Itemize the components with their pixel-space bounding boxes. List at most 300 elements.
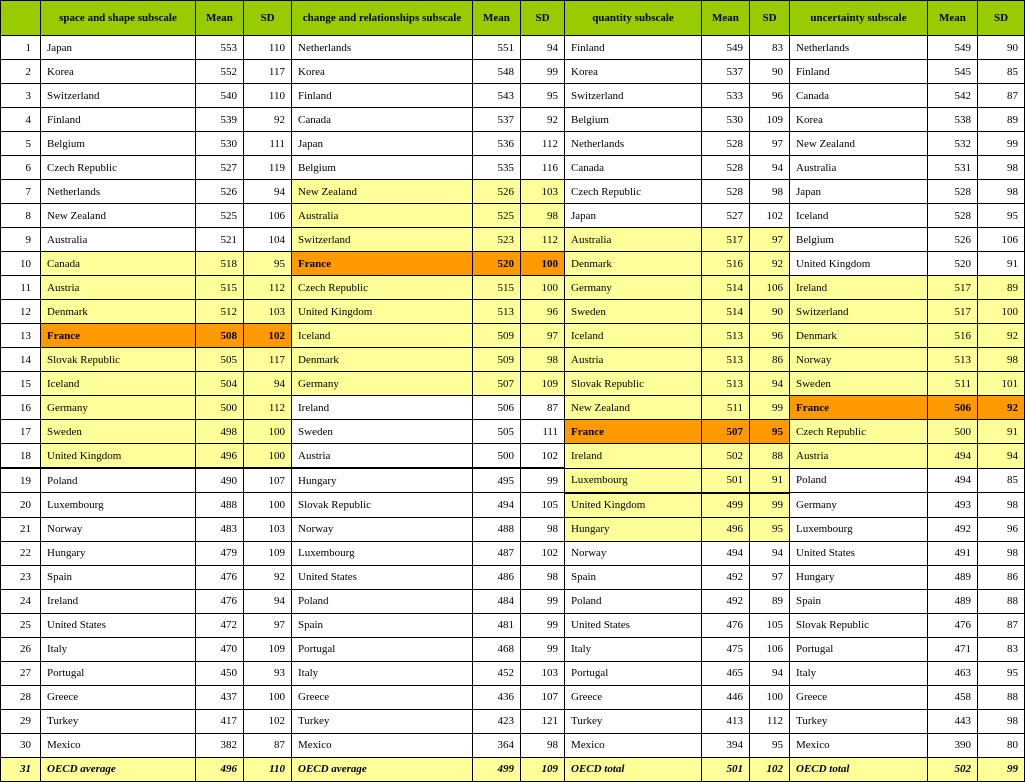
mean-cell: 501	[702, 468, 750, 493]
country-cell: Slovak Republic	[790, 613, 928, 637]
sd-cell: 94	[244, 180, 292, 204]
country-cell: Hungary	[790, 565, 928, 589]
sd-cell: 99	[521, 637, 565, 661]
sd-cell: 88	[978, 685, 1025, 709]
sd-cell: 83	[750, 36, 790, 60]
mean-cell: 517	[702, 228, 750, 252]
sd-cell: 95	[750, 517, 790, 541]
mean-cell: 549	[928, 36, 978, 60]
country-cell: United States	[790, 541, 928, 565]
mean-cell: 436	[473, 685, 521, 709]
country-cell: Netherlands	[565, 132, 702, 156]
mean-cell: 494	[702, 541, 750, 565]
mean-cell: 528	[928, 180, 978, 204]
sd-cell: 95	[244, 252, 292, 276]
sd-cell: 94	[978, 444, 1025, 469]
table-row	[1, 372, 1025, 396]
country-cell: Switzerland	[41, 84, 196, 108]
mean-cell: 463	[928, 661, 978, 685]
country-cell: Greece	[565, 685, 702, 709]
mean-cell: 382	[196, 733, 244, 757]
mean-cell: 489	[928, 589, 978, 613]
rank-cell: 15	[1, 372, 41, 396]
mean-cell: 495	[473, 468, 521, 493]
sd-cell: 100	[521, 276, 565, 300]
country-cell: Hungary	[41, 541, 196, 565]
sd-cell: 103	[244, 300, 292, 324]
sd-cell: 103	[244, 517, 292, 541]
country-cell: Netherlands	[41, 180, 196, 204]
country-cell: Slovak Republic	[292, 493, 473, 518]
mean-cell: 521	[196, 228, 244, 252]
rank-cell: 23	[1, 565, 41, 589]
sd-cell: 86	[978, 565, 1025, 589]
rank-cell: 31	[1, 757, 41, 781]
sd-cell: 105	[521, 493, 565, 518]
country-cell: Korea	[41, 60, 196, 84]
mean-cell: 394	[702, 733, 750, 757]
country-cell: Italy	[41, 637, 196, 661]
country-cell: Czech Republic	[565, 180, 702, 204]
sd-cell: 102	[244, 324, 292, 348]
sd-cell: 96	[750, 84, 790, 108]
country-cell: Belgium	[41, 132, 196, 156]
subscale-name-header: quantity subscale	[565, 1, 702, 36]
mean-cell: 452	[473, 661, 521, 685]
mean-cell: 437	[196, 685, 244, 709]
sd-cell: 98	[521, 204, 565, 228]
sd-cell: 95	[750, 733, 790, 757]
mean-cell: 502	[928, 757, 978, 781]
mean-cell: 508	[196, 324, 244, 348]
country-cell: Korea	[790, 108, 928, 132]
mean-cell: 492	[702, 565, 750, 589]
country-cell: Japan	[790, 180, 928, 204]
mean-cell: 515	[196, 276, 244, 300]
sd-header: SD	[521, 1, 565, 36]
mean-cell: 513	[702, 324, 750, 348]
sd-cell: 106	[978, 228, 1025, 252]
mean-cell: 553	[196, 36, 244, 60]
sd-cell: 106	[244, 204, 292, 228]
mean-cell: 506	[473, 396, 521, 420]
table-row	[1, 589, 1025, 613]
country-cell: Finland	[565, 36, 702, 60]
country-cell: Australia	[41, 228, 196, 252]
sd-cell: 109	[750, 108, 790, 132]
mean-cell: 483	[196, 517, 244, 541]
sd-cell: 100	[244, 493, 292, 518]
table-row	[1, 204, 1025, 228]
mean-cell: 494	[473, 493, 521, 518]
sd-cell: 98	[521, 565, 565, 589]
country-cell: Canada	[790, 84, 928, 108]
country-cell: OECD total	[565, 757, 702, 781]
mean-cell: 390	[928, 733, 978, 757]
mean-cell: 488	[473, 517, 521, 541]
country-cell: Spain	[565, 565, 702, 589]
country-cell: Japan	[41, 36, 196, 60]
sd-cell: 99	[521, 589, 565, 613]
sd-cell: 105	[750, 613, 790, 637]
sd-cell: 98	[978, 493, 1025, 518]
country-cell: OECD average	[41, 757, 196, 781]
country-cell: Sweden	[292, 420, 473, 444]
mean-cell: 517	[928, 276, 978, 300]
rank-cell: 5	[1, 132, 41, 156]
mean-cell: 535	[473, 156, 521, 180]
sd-cell: 98	[978, 180, 1025, 204]
table-row	[1, 661, 1025, 685]
mean-cell: 551	[473, 36, 521, 60]
mean-cell: 528	[702, 156, 750, 180]
table-row	[1, 444, 1025, 469]
country-cell: United Kingdom	[565, 493, 702, 518]
mean-cell: 505	[473, 420, 521, 444]
mean-cell: 494	[928, 444, 978, 469]
country-cell: Netherlands	[292, 36, 473, 60]
mean-cell: 539	[196, 108, 244, 132]
sd-cell: 97	[521, 324, 565, 348]
mean-cell: 520	[473, 252, 521, 276]
country-cell: OECD total	[790, 757, 928, 781]
rank-cell: 26	[1, 637, 41, 661]
country-cell: New Zealand	[41, 204, 196, 228]
country-cell: Luxembourg	[41, 493, 196, 518]
sd-cell: 97	[750, 228, 790, 252]
sd-cell: 103	[521, 180, 565, 204]
mean-cell: 471	[928, 637, 978, 661]
sd-cell: 106	[750, 276, 790, 300]
table-body	[1, 36, 1025, 782]
sd-cell: 92	[244, 108, 292, 132]
country-cell: Germany	[790, 493, 928, 518]
rank-cell: 20	[1, 493, 41, 518]
mean-cell: 491	[928, 541, 978, 565]
table-row	[1, 493, 1025, 518]
rank-cell: 28	[1, 685, 41, 709]
country-cell: Poland	[565, 589, 702, 613]
sd-cell: 100	[244, 685, 292, 709]
mean-cell: 509	[473, 348, 521, 372]
country-cell: Greece	[292, 685, 473, 709]
sd-cell: 103	[521, 661, 565, 685]
mean-cell: 468	[473, 637, 521, 661]
rank-cell: 14	[1, 348, 41, 372]
rank-cell: 10	[1, 252, 41, 276]
sd-cell: 94	[750, 372, 790, 396]
table-row	[1, 180, 1025, 204]
mean-cell: 516	[928, 324, 978, 348]
mean-cell: 513	[928, 348, 978, 372]
table-row	[1, 300, 1025, 324]
rank-cell: 12	[1, 300, 41, 324]
sd-cell: 99	[978, 757, 1025, 781]
table-row	[1, 396, 1025, 420]
table-row	[1, 565, 1025, 589]
country-cell: Japan	[292, 132, 473, 156]
sd-cell: 112	[521, 132, 565, 156]
mean-cell: 476	[702, 613, 750, 637]
sd-cell: 117	[244, 60, 292, 84]
sd-cell: 92	[750, 252, 790, 276]
country-cell: Switzerland	[565, 84, 702, 108]
country-cell: Spain	[790, 589, 928, 613]
sd-cell: 110	[244, 757, 292, 781]
sd-cell: 99	[750, 493, 790, 518]
sd-cell: 87	[244, 733, 292, 757]
sd-cell: 99	[750, 396, 790, 420]
sd-cell: 85	[978, 468, 1025, 493]
country-cell: France	[41, 324, 196, 348]
mean-header: Mean	[473, 1, 521, 36]
country-cell: Mexico	[292, 733, 473, 757]
mean-header: Mean	[702, 1, 750, 36]
mean-cell: 492	[702, 589, 750, 613]
country-cell: Hungary	[565, 517, 702, 541]
mean-cell: 493	[928, 493, 978, 518]
mean-cell: 479	[196, 541, 244, 565]
mean-cell: 549	[702, 36, 750, 60]
sd-cell: 96	[978, 517, 1025, 541]
mean-cell: 489	[928, 565, 978, 589]
country-cell: Austria	[41, 276, 196, 300]
sd-cell: 110	[244, 84, 292, 108]
sd-cell: 90	[750, 60, 790, 84]
country-cell: New Zealand	[565, 396, 702, 420]
sd-cell: 99	[521, 60, 565, 84]
country-cell: Norway	[790, 348, 928, 372]
sd-cell: 94	[521, 36, 565, 60]
country-cell: Belgium	[292, 156, 473, 180]
mean-cell: 484	[473, 589, 521, 613]
mean-header: Mean	[196, 1, 244, 36]
country-cell: United States	[41, 613, 196, 637]
mean-cell: 496	[196, 757, 244, 781]
sd-cell: 106	[750, 637, 790, 661]
country-cell: Ireland	[790, 276, 928, 300]
country-cell: Italy	[790, 661, 928, 685]
table-row	[1, 132, 1025, 156]
sd-cell: 94	[750, 156, 790, 180]
country-cell: New Zealand	[292, 180, 473, 204]
sd-cell: 91	[750, 468, 790, 493]
rank-cell: 17	[1, 420, 41, 444]
mean-cell: 465	[702, 661, 750, 685]
mean-cell: 504	[196, 372, 244, 396]
mean-cell: 490	[196, 468, 244, 493]
mean-cell: 494	[928, 468, 978, 493]
mean-cell: 499	[473, 757, 521, 781]
mean-cell: 458	[928, 685, 978, 709]
country-cell: Spain	[41, 565, 196, 589]
mean-cell: 552	[196, 60, 244, 84]
mean-cell: 530	[702, 108, 750, 132]
oecd-average-row	[1, 757, 1025, 781]
table-row	[1, 468, 1025, 493]
rank-cell: 25	[1, 613, 41, 637]
sd-cell: 98	[978, 709, 1025, 733]
country-cell: Canada	[565, 156, 702, 180]
sd-cell: 98	[978, 156, 1025, 180]
rank-cell: 9	[1, 228, 41, 252]
country-cell: Luxembourg	[790, 517, 928, 541]
mean-cell: 498	[196, 420, 244, 444]
sd-cell: 87	[978, 613, 1025, 637]
country-cell: Belgium	[565, 108, 702, 132]
sd-cell: 96	[521, 300, 565, 324]
table-row	[1, 228, 1025, 252]
country-cell: Czech Republic	[292, 276, 473, 300]
country-cell: Finland	[292, 84, 473, 108]
rank-cell: 7	[1, 180, 41, 204]
sd-cell: 92	[244, 565, 292, 589]
mean-cell: 505	[196, 348, 244, 372]
mean-cell: 531	[928, 156, 978, 180]
table-row	[1, 108, 1025, 132]
mean-cell: 470	[196, 637, 244, 661]
sd-cell: 116	[521, 156, 565, 180]
sd-cell: 102	[521, 541, 565, 565]
subscale-name-header: change and relationships subscale	[292, 1, 473, 36]
sd-cell: 112	[750, 709, 790, 733]
sd-header: SD	[750, 1, 790, 36]
mean-cell: 443	[928, 709, 978, 733]
mean-cell: 507	[473, 372, 521, 396]
mean-cell: 513	[473, 300, 521, 324]
country-cell: Sweden	[565, 300, 702, 324]
country-cell: Czech Republic	[790, 420, 928, 444]
mean-cell: 511	[702, 396, 750, 420]
sd-cell: 102	[244, 709, 292, 733]
mean-cell: 528	[928, 204, 978, 228]
mean-cell: 476	[928, 613, 978, 637]
sd-cell: 89	[978, 276, 1025, 300]
mean-header: Mean	[928, 1, 978, 36]
sd-cell: 99	[521, 613, 565, 637]
country-cell: Denmark	[292, 348, 473, 372]
sd-cell: 94	[750, 541, 790, 565]
country-cell: Austria	[292, 444, 473, 469]
sd-cell: 96	[750, 324, 790, 348]
sd-cell: 89	[978, 108, 1025, 132]
country-cell: Iceland	[565, 324, 702, 348]
country-cell: Hungary	[292, 468, 473, 493]
country-cell: Portugal	[41, 661, 196, 685]
table-row	[1, 252, 1025, 276]
sd-cell: 80	[978, 733, 1025, 757]
table-row	[1, 60, 1025, 84]
sd-cell: 95	[750, 420, 790, 444]
sd-cell: 90	[978, 36, 1025, 60]
mean-cell: 509	[473, 324, 521, 348]
sd-cell: 100	[521, 252, 565, 276]
mean-cell: 472	[196, 613, 244, 637]
mean-cell: 475	[702, 637, 750, 661]
mean-cell: 500	[473, 444, 521, 469]
sd-cell: 117	[244, 348, 292, 372]
table-row	[1, 36, 1025, 60]
subscale-name-header: space and shape subscale	[41, 1, 196, 36]
mean-cell: 476	[196, 565, 244, 589]
mean-cell: 527	[196, 156, 244, 180]
sd-cell: 95	[978, 204, 1025, 228]
mean-cell: 545	[928, 60, 978, 84]
sd-cell: 99	[521, 468, 565, 493]
country-cell: Ireland	[565, 444, 702, 469]
mean-cell: 487	[473, 541, 521, 565]
sd-cell: 86	[750, 348, 790, 372]
sd-cell: 98	[521, 348, 565, 372]
rank-cell: 11	[1, 276, 41, 300]
mean-cell: 364	[473, 733, 521, 757]
country-cell: Norway	[41, 517, 196, 541]
mean-cell: 500	[928, 420, 978, 444]
mean-cell: 528	[702, 132, 750, 156]
mean-cell: 520	[928, 252, 978, 276]
country-cell: Finland	[41, 108, 196, 132]
sd-cell: 91	[978, 252, 1025, 276]
sd-cell: 97	[750, 132, 790, 156]
rank-cell: 1	[1, 36, 41, 60]
mean-cell: 417	[196, 709, 244, 733]
mean-cell: 496	[196, 444, 244, 469]
sd-cell: 109	[521, 757, 565, 781]
country-cell: Austria	[790, 444, 928, 469]
mean-cell: 513	[702, 372, 750, 396]
sd-cell: 100	[750, 685, 790, 709]
country-cell: Slovak Republic	[41, 348, 196, 372]
country-cell: Denmark	[790, 324, 928, 348]
rank-cell: 27	[1, 661, 41, 685]
rank-cell: 18	[1, 444, 41, 469]
country-cell: Czech Republic	[41, 156, 196, 180]
mean-cell: 528	[702, 180, 750, 204]
country-cell: Italy	[292, 661, 473, 685]
mean-cell: 502	[702, 444, 750, 469]
rank-cell: 19	[1, 468, 41, 493]
country-cell: Portugal	[790, 637, 928, 661]
country-cell: Portugal	[292, 637, 473, 661]
mean-cell: 536	[473, 132, 521, 156]
mean-cell: 423	[473, 709, 521, 733]
country-cell: Korea	[292, 60, 473, 84]
sd-cell: 87	[521, 396, 565, 420]
sd-cell: 94	[244, 589, 292, 613]
table-row	[1, 348, 1025, 372]
country-cell: Italy	[565, 637, 702, 661]
mean-cell: 537	[473, 108, 521, 132]
sd-cell: 119	[244, 156, 292, 180]
country-cell: Netherlands	[790, 36, 928, 60]
mean-cell: 526	[928, 228, 978, 252]
country-cell: United Kingdom	[292, 300, 473, 324]
mean-cell: 530	[196, 132, 244, 156]
mean-cell: 516	[702, 252, 750, 276]
country-cell: Turkey	[790, 709, 928, 733]
mean-cell: 542	[928, 84, 978, 108]
country-cell: Turkey	[565, 709, 702, 733]
country-cell: Turkey	[292, 709, 473, 733]
table-row	[1, 517, 1025, 541]
country-cell: Germany	[41, 396, 196, 420]
rank-cell: 2	[1, 60, 41, 84]
sd-cell: 102	[750, 204, 790, 228]
country-cell: Ireland	[292, 396, 473, 420]
mean-cell: 548	[473, 60, 521, 84]
sd-cell: 98	[978, 348, 1025, 372]
table-row	[1, 613, 1025, 637]
